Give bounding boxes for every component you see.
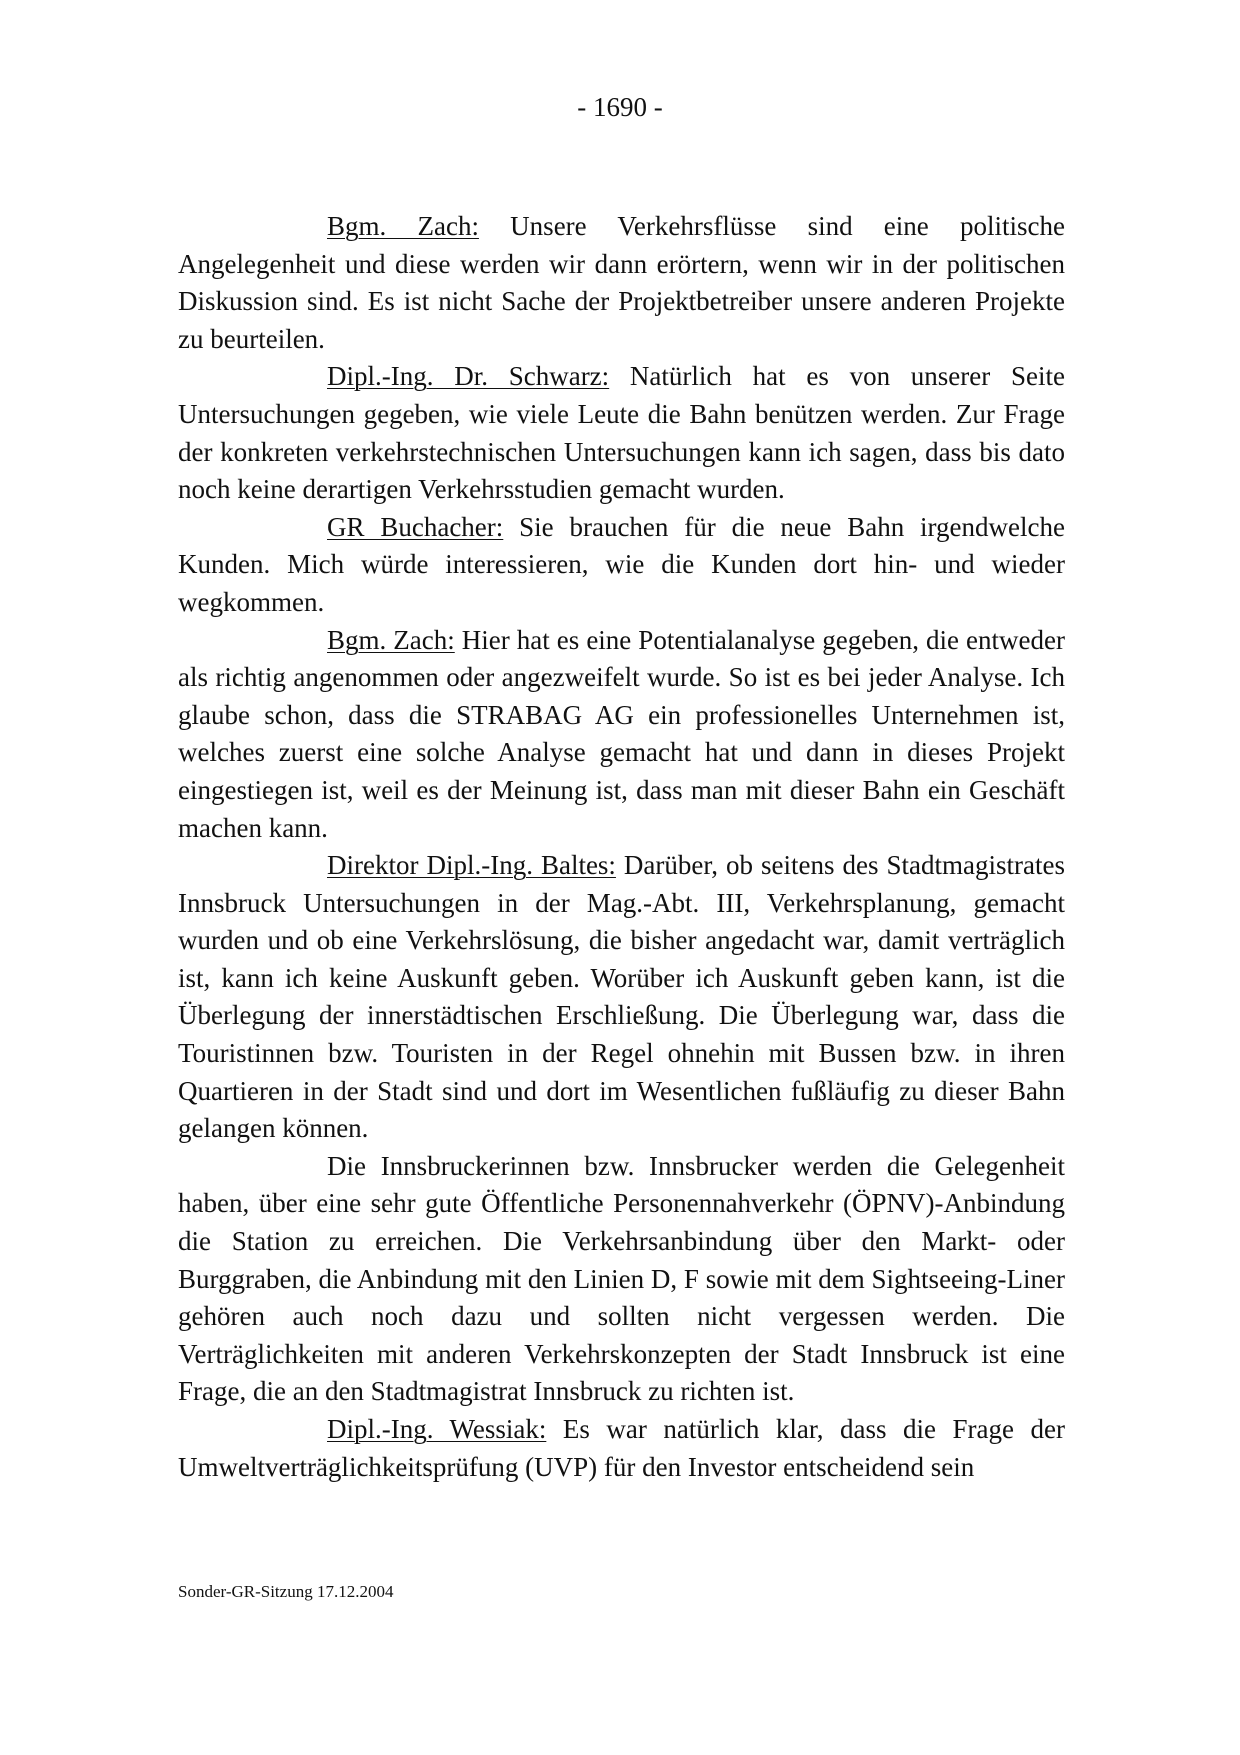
page-number: - 1690 - — [577, 92, 663, 122]
speaker-name: Dipl.-Ing. Wessiak: — [327, 1414, 547, 1444]
footer-session-label: Sonder-GR-Sitzung 17.12.2004 — [178, 1582, 394, 1601]
paragraph-zach-1 — [178, 208, 1065, 358]
paragraph-text: Unsere Verkehrsflüsse sind eine politische Angelegenheit und diese werden wir dann erörtern, wenn wir in der politischen Diskussion sind. Es ist nicht Sache der Projektbetreiber unsere anderen Projekte zu beurteilen. — [178, 211, 1065, 354]
paragraph-buchacher — [178, 509, 1065, 622]
speaker-name: GR Buchacher: — [327, 511, 504, 542]
paragraph-text: Natürlich hat es von unserer Seite Untersuchungen gegeben, wie viele Leute die Bahn benützen werden. Zur Frage der konkreten verkehrstechnischen Untersuchungen kann ich sagen, dass bis dato noch keine derartigen Verkehrsstudien gemacht wurden. — [178, 361, 1065, 505]
paragraph-wessiak — [178, 1411, 1065, 1486]
speaker-name: Bgm. Zach: — [327, 211, 479, 241]
paragraph-baltes — [178, 847, 1065, 1148]
paragraph-schwarz — [178, 358, 1065, 508]
speaker-name: Bgm. Zach: — [327, 624, 455, 655]
paragraph-text: Es war natürlich klar, dass die Frage der Umweltverträglichkeitsprüfung (UVP) für den Investor entscheidend sein — [178, 1414, 1065, 1482]
paragraph-zach-2 — [178, 622, 1065, 848]
document-body — [178, 208, 1065, 1486]
paragraph-baltes-continued — [178, 1148, 1065, 1411]
paragraph-text: Hier hat es eine Potentialanalyse gegeben, die entweder als richtig angenommen oder angezweifelt wurde. So ist es bei jeder Analyse. Ich glaube schon, dass die STRABAG AG ein professionelles Unternehmen ist, welches zuerst eine solche Analyse gemacht hat und dann in dieses Projekt eingestiegen ist, weil es der Meinung ist, dass man mit dieser Bahn ein Geschäft machen kann. — [178, 624, 1065, 843]
speaker-name: Dipl.-Ing. Dr. Schwarz: — [327, 361, 610, 392]
paragraph-text: Darüber, ob seitens des Stadtmagistrates Innsbruck Untersuchungen in der Mag.-Abt. III, Verkehrsplanung, gemacht wurden und ob eine Verkehrslösung, die bisher angedacht war, damit verträglich ist, kann ich keine Auskunft geben. Worüber ich Auskunft geben kann, ist die Überlegung der innerstädtischen Erschließung. Die Überlegung war, dass die Touristinnen bzw. Touristen in der Regel ohnehin mit Bussen bzw. in ihren Quartieren in der Stadt sind und dort im Wesentlichen fußläufig zu dieser Bahn gelangen können. — [178, 850, 1065, 1144]
speaker-name: Direktor Dipl.-Ing. Baltes: — [327, 850, 616, 881]
paragraph-text: Die Innsbruckerinnen bzw. Innsbrucker werden die Gelegenheit haben, über eine sehr gute Öffentliche Personennahverkehr (ÖPNV)-Anbindung die Station zu erreichen. Die Verkehrsanbindung über den Markt- oder Burggraben, die Anbindung mit den Linien D, F sowie mit dem Sightseeing-Liner gehören auch noch dazu und sollten nicht vergessen werden. Die Verträglichkeiten mit anderen Verkehrskonzepten der Stadt Innsbruck ist eine Frage, die an den Stadtmagistrat Innsbruck zu richten ist. — [178, 1150, 1065, 1407]
paragraph-text: Sie brauchen für die neue Bahn irgendwelche Kunden. Mich würde interessieren, wie die Kunden dort hin- und wieder wegkommen. — [178, 511, 1065, 617]
